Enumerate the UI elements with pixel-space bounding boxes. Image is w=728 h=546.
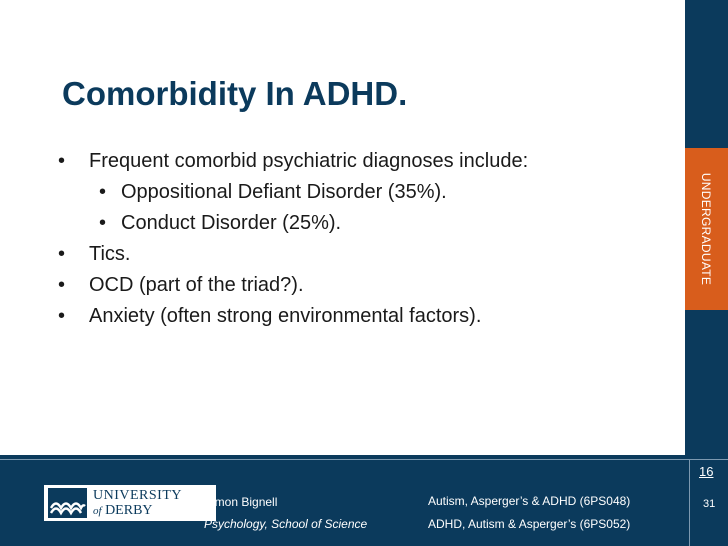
bullet-item — [58, 270, 678, 301]
bullet-text: OCD (part of the triad?). — [89, 274, 304, 296]
slide-number: 16 — [699, 464, 714, 479]
bullet-item — [58, 239, 678, 270]
bullet-item — [58, 146, 678, 177]
bullet-icon: • — [58, 274, 66, 296]
page-number: 31 — [703, 498, 716, 510]
bullet-icon: • — [58, 150, 66, 172]
bullet-icon: • — [99, 212, 107, 234]
footer-vertical-divider — [689, 459, 690, 546]
bullet-text: Tics. — [89, 243, 131, 265]
bullet-text: Conduct Disorder (25%). — [121, 212, 342, 234]
module-code-2: ADHD, Autism & Asperger’s (6PS052) — [428, 517, 631, 531]
bullet-icon: • — [58, 305, 66, 327]
slide-title: Comorbidity In ADHD. — [62, 75, 408, 112]
bullet-icon: • — [99, 181, 107, 203]
bullet-item — [58, 301, 678, 332]
author-name: Simon Bignell — [204, 495, 278, 509]
sub-bullet-item — [58, 208, 678, 239]
bullet-text: Anxiety (often strong environmental factors). — [89, 305, 482, 327]
sub-bullet-item — [58, 177, 678, 208]
footer-bar — [0, 455, 728, 546]
bullet-text: Oppositional Defiant Disorder (35%). — [121, 181, 447, 203]
logo-university: UNIVERSITY — [93, 488, 182, 503]
logo-of: of — [93, 505, 102, 517]
university-logo — [44, 485, 216, 521]
bridge-logo-icon — [48, 488, 87, 518]
logo-of-derby — [93, 503, 153, 519]
bullet-list — [58, 146, 678, 332]
department: Psychology, School of Science — [204, 517, 368, 531]
side-label: UNDERGRADUATE — [699, 172, 713, 286]
logo-derby: DERBY — [105, 503, 153, 518]
module-code-1: Autism, Asperger’s & ADHD (6PS048) — [428, 494, 631, 508]
bullet-text: Frequent comorbid psychiatric diagnoses include: — [89, 150, 529, 172]
bullet-icon: • — [58, 243, 66, 265]
side-strip — [685, 0, 728, 455]
footer-divider — [0, 459, 728, 460]
